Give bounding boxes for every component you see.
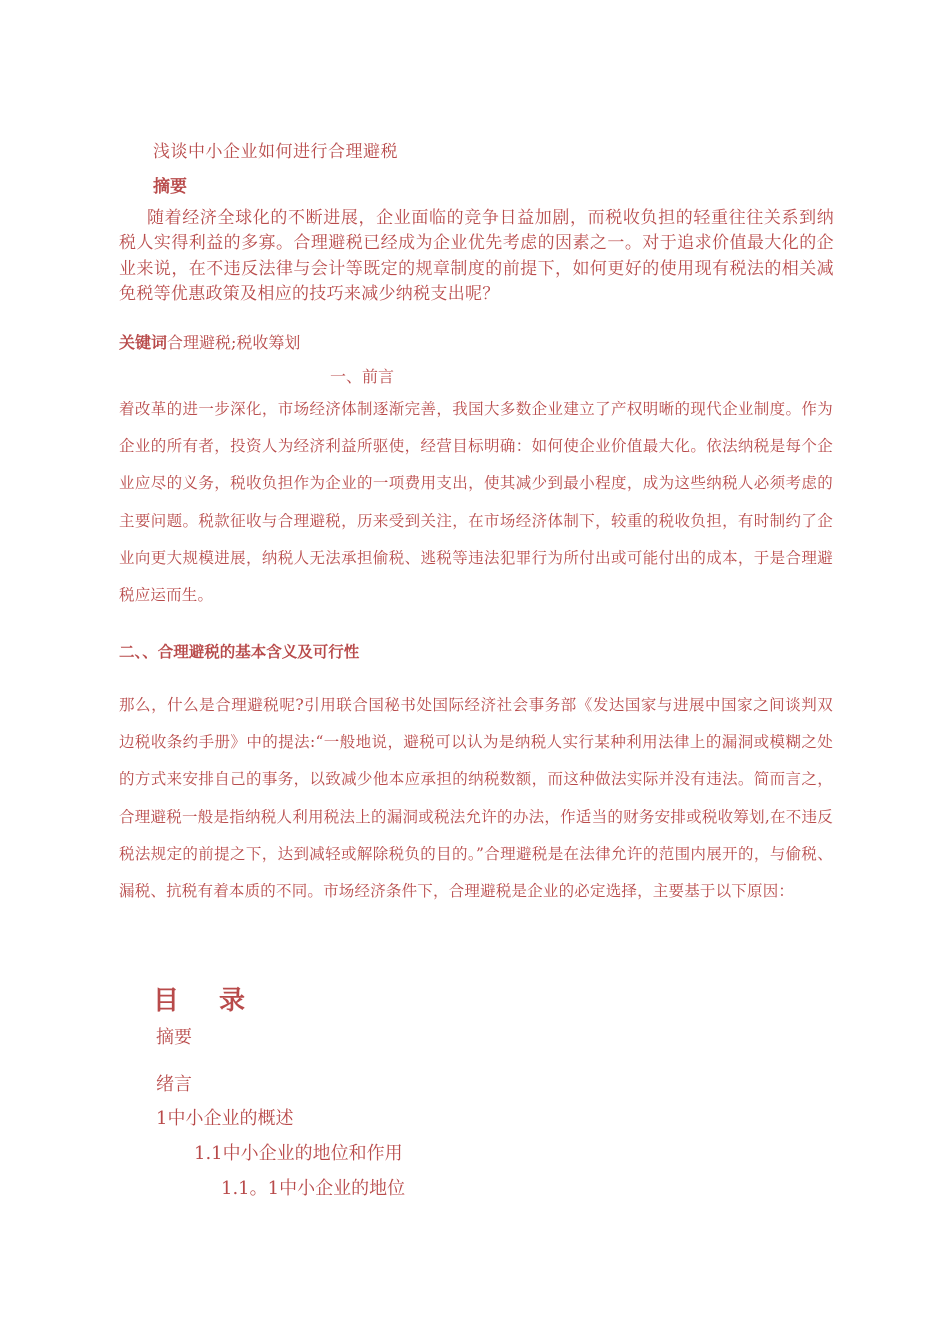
section2-body: 那么，什么是合理避税呢?引用联合国秘书处国际经济社会事务部《发达国家与进展中国家之间谈判双边税收条约手册》中的提法:“一般地说，避税可以认为是纳税人实行某种利用法律上的漏洞或模糊之处的方式来安排自己的事务，以致减少他本应承担的纳税数额，而这种做法实际并没有违法。简而言之，合理避税一般是指纳税人利用税法上的漏洞或税法允许的办法，作适当的财务安排或税收筹划,在不违反税法规定的前提之下，达到减轻或解除税负的目的。”合理避税是在法律允许的范围内展开的，与偷税、漏税、抗税有着本质的不同。市场经济条件下，合理避税是企业的必定选择，主要基于以下原因：	[119, 696, 833, 901]
toc-item-section-1-1-1: 1.1。1中小企业的地位	[221, 1178, 406, 1199]
toc-item-introduction: 绪言	[156, 1074, 192, 1095]
toc-item-abstract: 摘要	[156, 1027, 192, 1048]
section1-body: 着改革的进一步深化，市场经济体制逐渐完善，我国大多数企业建立了产权明晰的现代企业制度。作为企业的所有者，投资人为经济利益所驱使，经营目标明确：如何使企业价值最大化。依法纳税是每个企业应尽的义务，税收负担作为企业的一项费用支出，使其减少到最小程度，成为这些纳税人必须考虑的主要问题。税款征收与合理避税，历来受到关注，在市场经济体制下，较重的税收负担，有时制约了企业向更大规模进展，纳税人无法承担偷税、逃税等违法犯罪行为所付出或可能付出的成本，于是合理避税应运而生。	[119, 400, 833, 605]
section2-heading: 二、、合理避税的基本含义及可行性	[119, 643, 360, 661]
keywords-line	[119, 330, 300, 353]
toc-title: 目录	[153, 986, 286, 1016]
section1-heading: 一、前言	[330, 367, 395, 386]
document-title: 浅谈中小企业如何进行合理避税	[153, 142, 398, 162]
abstract-heading: 摘要	[153, 177, 187, 197]
abstract-body: 随着经济全球化的不断进展，企业面临的竞争日益加剧，而税收负担的轻重往往关系到纳税人实得利益的多寡。合理避税已经成为企业优先考虑的因素之一。对于追求价值最大化的企业来说，在不违反法律与会计等既定的规章制度的前提下，如何更好的使用现有税法的相关减免税等优惠政策及相应的技巧来减少纳税支出呢？	[119, 208, 834, 304]
toc-item-section-1-1: 1.1中小企业的地位和作用	[194, 1143, 403, 1164]
toc-item-chapter-1: 1中小企业的概述	[156, 1108, 294, 1129]
keywords-value: 合理避税;税收筹划	[167, 333, 301, 352]
keywords-label: 关键词	[119, 333, 168, 352]
